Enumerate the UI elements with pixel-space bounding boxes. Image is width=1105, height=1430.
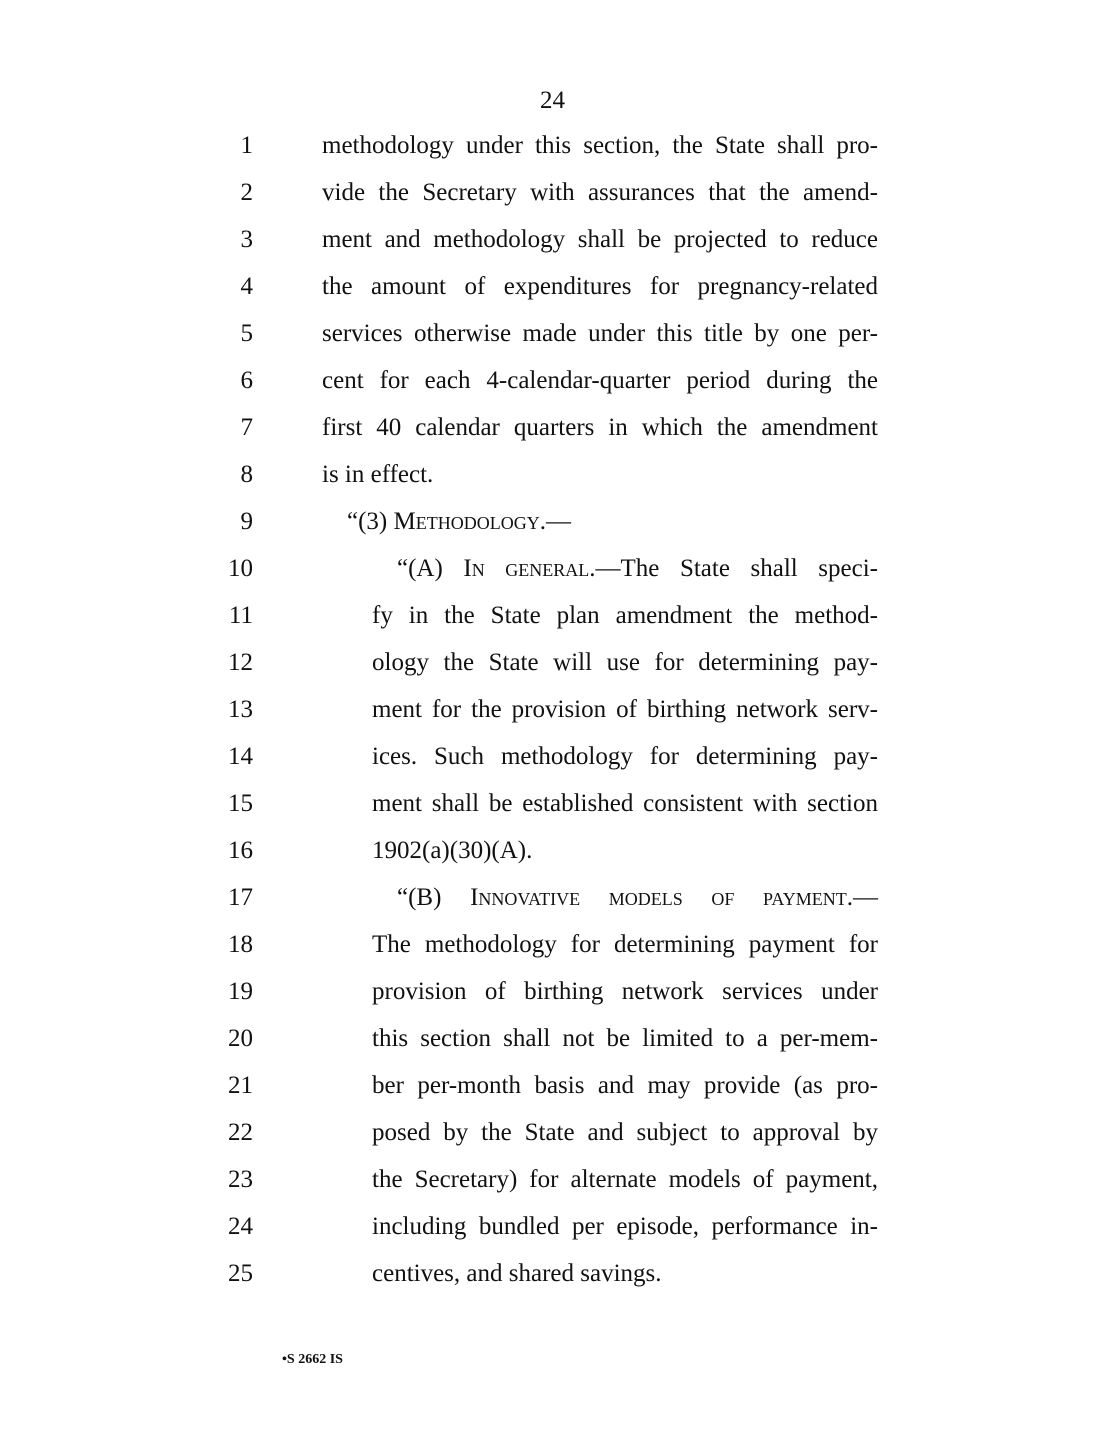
line-text: this section shall not be limited to a per-mem- — [372, 1025, 878, 1052]
line-text: centives, and shared savings. — [372, 1260, 662, 1287]
line-number: 8 — [240, 461, 253, 488]
text-line — [0, 695, 1105, 742]
line-text: the Secretary) for alternate models of payment, — [372, 1166, 878, 1193]
heading-suffix: .—The State shall speci- — [589, 555, 878, 582]
heading-title: Methodology — [393, 508, 540, 535]
text-line — [0, 1259, 1105, 1306]
text-line — [0, 930, 1105, 977]
line-number: 12 — [228, 649, 253, 676]
text-line — [0, 836, 1105, 883]
line-number: 9 — [240, 508, 253, 535]
line-text: services otherwise made under this title by one per- — [322, 320, 878, 347]
line-text: ber per-month basis and may provide (as pro- — [372, 1072, 878, 1099]
text-line — [0, 507, 1105, 554]
line-number: 18 — [228, 931, 253, 958]
line-number: 15 — [228, 790, 253, 817]
line-number: 22 — [228, 1119, 253, 1146]
line-text: methodology under this section, the State shall pro- — [322, 132, 878, 159]
line-text: cent for each 4-calendar-quarter period during the — [322, 367, 878, 394]
text-line — [0, 272, 1105, 319]
line-text: ology the State will use for determining pay- — [372, 649, 878, 676]
text-line — [0, 225, 1105, 272]
text-line — [0, 742, 1105, 789]
line-number: 13 — [228, 696, 253, 723]
line-number: 23 — [228, 1166, 253, 1193]
heading-suffix: .— — [846, 884, 878, 911]
line-text: ices. Such methodology for determining pay- — [372, 743, 878, 770]
line-text: fy in the State plan amendment the method- — [372, 602, 878, 629]
text-line — [0, 977, 1105, 1024]
line-text: including bundled per episode, performance in- — [372, 1213, 878, 1240]
line-number: 1 — [240, 132, 253, 159]
line-number: 19 — [228, 978, 253, 1005]
text-line — [0, 601, 1105, 648]
text-line — [0, 460, 1105, 507]
subsection-heading — [397, 554, 878, 584]
heading-prefix: “(A) — [397, 555, 464, 582]
line-text: The methodology for determining payment for — [372, 931, 878, 958]
text-line — [0, 366, 1105, 413]
line-text: 1902(a)(30)(A). — [372, 837, 533, 864]
text-line — [0, 413, 1105, 460]
text-line — [0, 1212, 1105, 1259]
section-heading — [347, 507, 571, 537]
text-line — [0, 1118, 1105, 1165]
heading-title: In general — [463, 555, 590, 582]
text-line — [0, 319, 1105, 366]
line-text: the amount of expenditures for pregnancy-related — [322, 273, 878, 300]
line-number: 6 — [240, 367, 253, 394]
line-text: posed by the State and subject to approval by — [372, 1119, 878, 1146]
line-number: 3 — [240, 226, 253, 253]
line-text: vide the Secretary with assurances that the amend- — [322, 179, 878, 206]
line-number: 2 — [240, 179, 253, 206]
text-line — [0, 883, 1105, 930]
line-number: 5 — [240, 320, 253, 347]
heading-prefix: “(3) — [347, 508, 394, 535]
line-text: ment shall be established consistent with section — [372, 790, 878, 817]
line-number: 16 — [228, 837, 253, 864]
text-line — [0, 648, 1105, 695]
subsection-heading — [397, 883, 878, 913]
text-line — [0, 178, 1105, 225]
heading-suffix: .— — [539, 508, 571, 535]
line-text: is in effect. — [322, 461, 434, 488]
line-number: 25 — [228, 1260, 253, 1287]
line-number: 17 — [228, 884, 253, 911]
heading-prefix: “(B) — [397, 884, 471, 911]
line-text: ment for the provision of birthing network serv- — [372, 696, 878, 723]
line-text: ment and methodology shall be projected to reduce — [322, 226, 878, 253]
heading-title: Innovative models of payment — [470, 884, 847, 911]
page-number: 24 — [540, 87, 565, 114]
line-number: 21 — [228, 1072, 253, 1099]
line-number: 7 — [240, 414, 253, 441]
text-line — [0, 554, 1105, 601]
text-line — [0, 131, 1105, 178]
text-line — [0, 789, 1105, 836]
bill-footer: •S 2662 IS — [282, 1352, 343, 1367]
line-number: 20 — [228, 1025, 253, 1052]
text-line — [0, 1165, 1105, 1212]
line-number: 4 — [240, 273, 253, 300]
line-text: provision of birthing network services under — [372, 978, 878, 1005]
line-number: 24 — [228, 1213, 253, 1240]
line-number: 10 — [228, 555, 253, 582]
text-line — [0, 1024, 1105, 1071]
text-line — [0, 1071, 1105, 1118]
line-number: 14 — [228, 743, 253, 770]
line-text: first 40 calendar quarters in which the amendment — [322, 414, 878, 441]
line-number: 11 — [228, 602, 253, 629]
